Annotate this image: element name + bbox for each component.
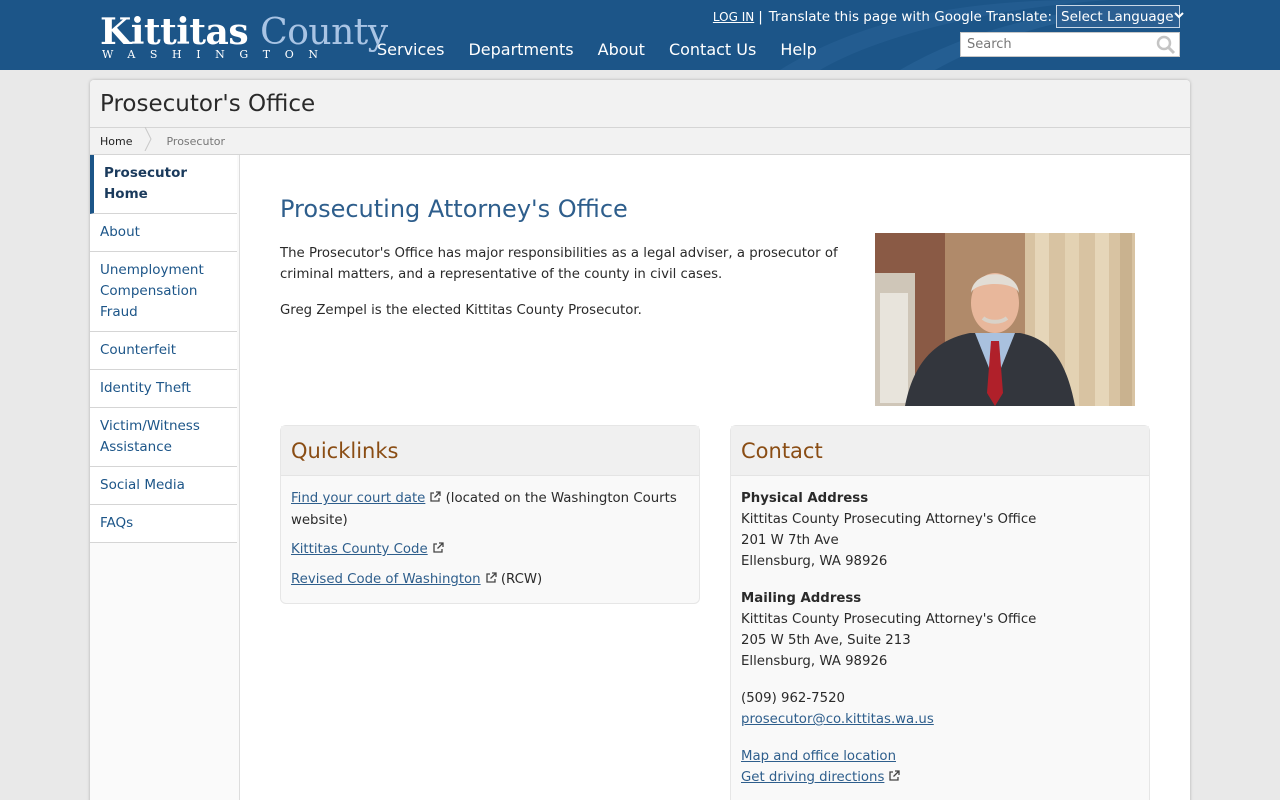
- email-link[interactable]: prosecutor@co.kittitas.wa.us: [741, 712, 934, 727]
- nav-services[interactable]: Services: [377, 40, 445, 59]
- logo-wordmark: Kittitas County: [100, 11, 388, 53]
- sidenav-item-about[interactable]: About: [90, 214, 237, 252]
- contact-panel: [730, 425, 1150, 800]
- nav-about[interactable]: About: [597, 40, 645, 59]
- utility-separator: |: [758, 8, 763, 25]
- nav-help[interactable]: Help: [780, 40, 817, 59]
- physical-address-label: Physical Address: [741, 491, 869, 506]
- contact-info: [741, 688, 1139, 730]
- kittitas-county-code-link[interactable]: Kittitas County Code: [291, 542, 428, 557]
- search-input[interactable]: Search: [967, 37, 1012, 52]
- language-select-value: Select Language: [1061, 8, 1174, 25]
- prosecutor-paragraph: Greg Zempel is the elected Kittitas County Prosecutor.: [280, 303, 642, 318]
- external-link-icon: [485, 570, 497, 591]
- rcw-note: (RCW): [500, 572, 543, 587]
- login-link[interactable]: LOG IN: [712, 9, 755, 24]
- sidenav-item-identity-theft[interactable]: Identity Theft: [90, 370, 237, 408]
- physical-address-line: Kittitas County Prosecuting Attorney's Office: [741, 512, 1037, 527]
- prosecutor-photo: [875, 233, 1135, 406]
- breadcrumb-separator-icon: [144, 127, 152, 155]
- search-icon[interactable]: [1153, 33, 1179, 56]
- quicklinks-panel: [280, 425, 700, 604]
- sidenav-item-social-media[interactable]: Social Media: [90, 467, 237, 505]
- quicklinks-body: [281, 476, 699, 611]
- side-nav: [90, 155, 240, 800]
- content-heading: Prosecuting Attorney's Office: [280, 195, 628, 223]
- physical-address-line: Ellensburg, WA 98926: [741, 554, 888, 569]
- mailing-address-label: Mailing Address: [741, 591, 862, 606]
- main-content: [280, 155, 1150, 416]
- mailing-address: [741, 588, 1139, 672]
- location-links: [741, 746, 1139, 789]
- find-court-date-link[interactable]: Find your court date: [291, 491, 426, 506]
- find-court-date-note: (located on the Washington Courts website): [291, 491, 677, 528]
- sidenav-item-faqs[interactable]: FAQs: [90, 505, 237, 543]
- search-box[interactable]: [960, 32, 1180, 57]
- external-link-icon: [888, 768, 900, 789]
- external-link-icon: [432, 540, 444, 561]
- driving-directions-link[interactable]: Get driving directions: [741, 770, 885, 785]
- breadcrumb-home[interactable]: Home: [100, 134, 133, 148]
- physical-address-line: 201 W 7th Ave: [741, 533, 839, 548]
- nav-contact-us[interactable]: Contact Us: [668, 40, 757, 59]
- quicklinks-title: Quicklinks: [281, 426, 699, 476]
- sidenav-item-unemployment-compensation-fraud[interactable]: Unemployment Compensation Fraud: [90, 252, 237, 332]
- utility-bar: [713, 5, 1180, 28]
- page-title-bar: [90, 80, 1190, 128]
- logo-subtitle: WASHINGTON: [102, 48, 333, 61]
- map-location-link[interactable]: Map and office location: [741, 749, 896, 764]
- chevron-down-icon: [1174, 11, 1184, 22]
- sidenav-item-victim-witness-assistance[interactable]: Victim/Witness Assistance: [90, 408, 237, 467]
- quicklink-row: [291, 569, 689, 591]
- sidenav-item-prosecutor-home[interactable]: Prosecutor Home: [90, 155, 237, 214]
- page-container: [90, 80, 1190, 800]
- quicklink-row: [291, 539, 689, 561]
- quicklink-row: [291, 488, 689, 531]
- intro-paragraph: The Prosecutor's Office has major responsibilities as a legal adviser, a prosecutor of criminal matters, and a representative of the county in civil cases.: [280, 246, 838, 282]
- breadcrumb: [90, 128, 1190, 155]
- contact-body: [731, 476, 1149, 800]
- mailing-address-line: 205 W 5th Ave, Suite 213: [741, 633, 911, 648]
- phone-number: (509) 962-7520: [741, 691, 845, 706]
- translate-label: Translate this page with Google Translate:: [768, 8, 1052, 25]
- revised-code-of-washington-link[interactable]: Revised Code of Washington: [291, 572, 481, 587]
- page-title: Prosecutor's Office: [100, 90, 316, 117]
- contact-title: Contact: [731, 426, 1149, 476]
- mailing-address-line: Ellensburg, WA 98926: [741, 654, 888, 669]
- mailing-address-line: Kittitas County Prosecuting Attorney's Office: [741, 612, 1037, 627]
- nav-departments[interactable]: Departments: [468, 40, 574, 59]
- main-nav: [365, 40, 829, 59]
- physical-address: [741, 488, 1139, 572]
- language-select[interactable]: [1056, 5, 1180, 28]
- intro-section: [280, 243, 1150, 416]
- sidenav-item-counterfeit[interactable]: Counterfeit: [90, 332, 237, 370]
- site-logo[interactable]: [100, 12, 388, 61]
- breadcrumb-current: Prosecutor: [166, 134, 226, 148]
- site-header: [0, 0, 1280, 70]
- external-link-icon: [429, 489, 441, 510]
